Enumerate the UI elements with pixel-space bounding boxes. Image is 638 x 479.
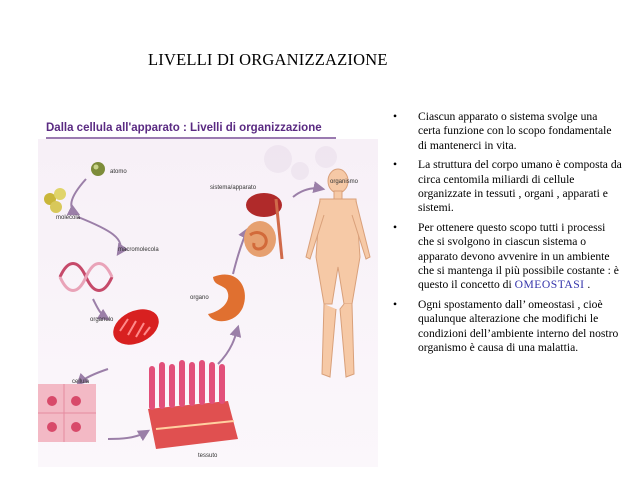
slide-title: LIVELLI DI ORGANIZZAZIONE	[148, 50, 388, 69]
figure-caption: Dalla cellula all'apparato : Livelli di organizzazione	[46, 122, 322, 134]
bullet-list	[392, 110, 622, 361]
label-organulo: organulo	[90, 317, 114, 323]
levels-illustration	[38, 139, 378, 467]
bullet-item	[392, 221, 622, 293]
atom-illustration	[91, 162, 105, 176]
bullet-text: Ciascun apparato o sistema svolge una certa funzione con lo scopo fondamentale di mantenerci in vita.	[418, 110, 612, 152]
label-atomo: atomo	[110, 169, 127, 175]
bullet-marker: •	[393, 220, 398, 234]
bullet-text: La struttura del corpo umano è composta da circa centomila miliardi di cellule organizzate in tessuti , organi , apparati e sistemi.	[418, 158, 622, 215]
label-molecola: molecola	[56, 215, 81, 221]
bullet-text: Ogni spostamento dall’ omeostasi , cioè qualunque alterazione che modifichi le condizioni dell’ambiente interno del nostro organismo è causa di una malattia.	[418, 297, 619, 355]
label-organo: organo	[190, 295, 209, 301]
tissue-illustration	[148, 363, 238, 449]
bullet-marker: •	[393, 158, 398, 172]
bullet-marker: •	[393, 110, 398, 123]
label-tessuto: tessuto	[198, 453, 218, 459]
label-organismo: organismo	[330, 179, 359, 185]
bullet-item	[392, 298, 622, 356]
label-sistema: sistema/apparato	[210, 185, 257, 191]
label-macromolecola: macromolecola	[118, 247, 159, 253]
label-cellula: cellula	[72, 379, 90, 385]
bullet-text: Per ottenere questo scopo tutti i processi che si svolgono in ciascun sistema o apparato devono avvenire in un ambiente che si mantenga il più possibile costante : è questo il concetto di	[418, 220, 619, 292]
bullet-item	[392, 158, 622, 216]
bullet-marker: •	[393, 297, 398, 311]
organization-levels-figure	[38, 120, 378, 470]
cell-illustration	[38, 384, 96, 442]
bullet-text-end: .	[584, 278, 591, 292]
omeostasi-highlight: OMEOSTASI	[514, 278, 585, 292]
bullet-item	[392, 110, 622, 153]
